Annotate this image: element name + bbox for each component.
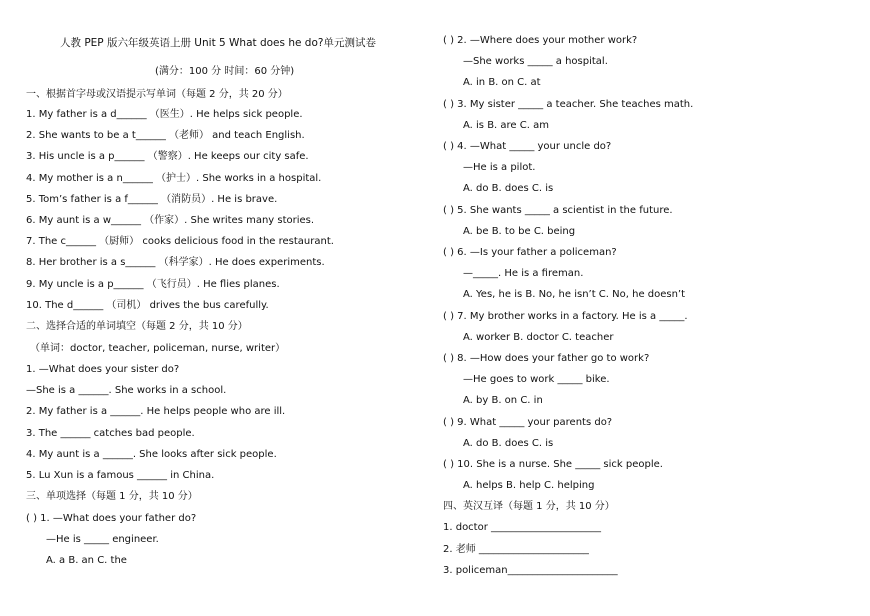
question-detail: A. helps B. help C. helping xyxy=(463,480,595,492)
question-detail: A. be B. to be C. being xyxy=(463,225,576,237)
question-stem: ( ) 8. —How does your father go to work? xyxy=(443,353,650,364)
section1-item: 3. His uncle is a p______ （警察）. He keeps our city safe. xyxy=(26,151,309,163)
question-detail: —He is a pilot. xyxy=(463,162,536,174)
question-detail: A. do B. does C. is xyxy=(463,183,554,195)
section1-item: 5. Tom’s father is a f______ （消防员）. He is brave. xyxy=(26,193,278,205)
section2-item: 3. The ______ catches bad people. xyxy=(26,427,195,439)
question-1-followup: —He is _____ engineer. xyxy=(46,534,159,545)
section2-item: 4. My aunt is a ______. She looks after sick people. xyxy=(26,448,277,460)
translation-item: 2. 老师 ______________________ xyxy=(443,543,589,555)
section1-item: 6. My aunt is a w______ （作家）. She writes many stories. xyxy=(26,215,315,226)
question-detail: —She works _____ a hospital. xyxy=(463,56,608,68)
section2-item: 1. —What does your sister do? xyxy=(26,364,180,375)
section1-item: 8. Her brother is a s______ （科学家）. He does experiments. xyxy=(26,257,325,269)
section2-item: —She is a ______. She works in a school. xyxy=(26,385,227,397)
question-detail: A. do B. does C. is xyxy=(463,437,554,449)
section2-item: 2. My father is a ______. He helps people who are ill. xyxy=(26,406,286,418)
section2-heading: 二、选择合适的单词填空（每题 2 分，共 10 分） xyxy=(26,321,248,332)
section1-item: 1. My father is a d______ （医生）. He helps sick people. xyxy=(26,109,303,120)
question-stem: ( ) 10. She is a nurse. She _____ sick people. xyxy=(443,459,663,470)
exam-meta: (满分：100 分 时间：60 分钟) xyxy=(155,66,295,77)
section3-heading: 三、单项选择（每题 1 分，共 10 分） xyxy=(26,491,198,502)
translation-item: 1. doctor ______________________ xyxy=(443,522,602,533)
question-stem: ( ) 5. She wants _____ a scientist in the future. xyxy=(443,204,673,216)
question-detail: A. by B. on C. in xyxy=(463,395,543,407)
question-1: ( ) 1. —What does your father do? xyxy=(26,513,197,524)
question-detail: A. is B. are C. am xyxy=(463,119,549,131)
question-1-options: A. a B. an C. the xyxy=(46,555,127,566)
section1-item: 4. My mother is a n______ （护士）. She works in a hospital. xyxy=(26,172,322,184)
question-detail: A. in B. on C. at xyxy=(463,77,541,89)
section1-item: 9. My uncle is a p______ （飞行员）. He flies planes. xyxy=(26,278,280,290)
question-stem: ( ) 2. —Where does your mother work? xyxy=(443,35,638,46)
section1-item: 7. The c______ （厨师） cooks delicious food in the restaurant. xyxy=(26,236,334,248)
question-detail: —_____. He is a fireman. xyxy=(463,268,584,280)
question-stem: ( ) 3. My sister _____ a teacher. She teaches math. xyxy=(443,98,694,110)
question-detail: —He goes to work _____ bike. xyxy=(463,374,610,386)
section1-item: 2. She wants to be a t______ （老师） and teach English. xyxy=(26,130,305,142)
question-stem: ( ) 6. —Is your father a policeman? xyxy=(443,247,617,258)
question-stem: ( ) 7. My brother works in a factory. He is a _____. xyxy=(443,310,688,322)
section4-heading: 四、英汉互译（每题 1 分，共 10 分） xyxy=(443,501,615,512)
section1-heading: 一、根据首字母或汉语提示写单词（每题 2 分，共 20 分） xyxy=(26,89,288,100)
section2-item: 5. Lu Xun is a famous ______ in China. xyxy=(26,470,215,481)
section1-item: 10. The d______ （司机） drives the bus carefully. xyxy=(26,299,269,311)
section2-wordbank: （单词：doctor, teacher, policeman, nurse, writer） xyxy=(30,343,286,354)
question-detail: A. worker B. doctor C. teacher xyxy=(463,331,614,343)
translation-item: 3. policeman______________________ xyxy=(443,565,618,576)
question-detail: A. Yes, he is B. No, he isn’t C. No, he doesn’t xyxy=(463,289,686,301)
page-title: 人教 PEP 版六年级英语上册 Unit 5 What does he do?单元测试卷 xyxy=(60,37,376,49)
question-stem: ( ) 4. —What _____ your uncle do? xyxy=(443,141,612,152)
question-stem: ( ) 9. What _____ your parents do? xyxy=(443,416,613,428)
